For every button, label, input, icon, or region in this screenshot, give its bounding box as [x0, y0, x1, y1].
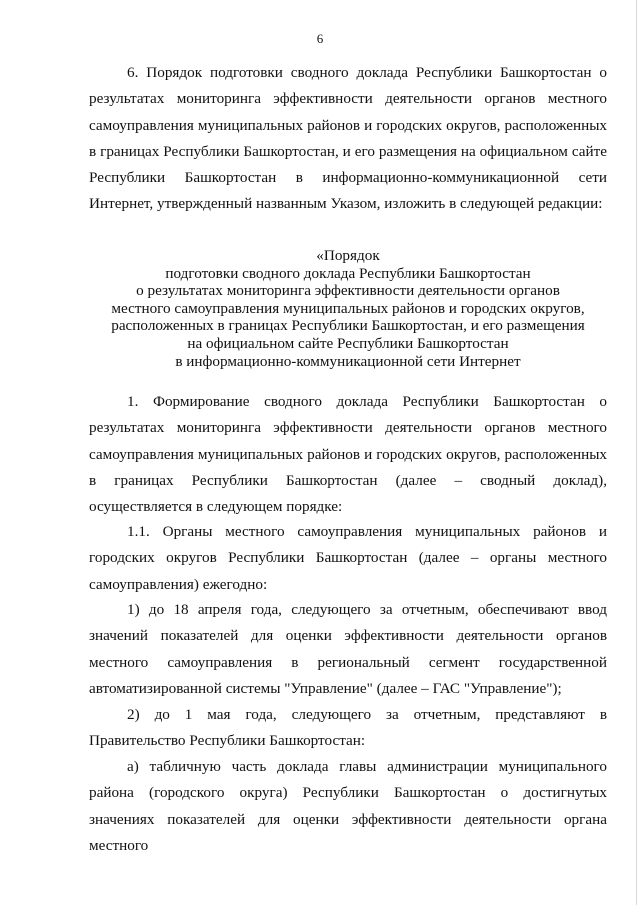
paragraph-item-1: 1) до 18 апреля года, следующего за отчетным, обеспечивают ввод значений показателей для оценки эффективности деятельности органов местного самоуправления в региональный сегмент государственной автоматизированной системы "Управление" (далее – ГАС "Управление");	[89, 601, 607, 697]
heading-line: «Порядок	[316, 247, 380, 264]
page-number: 6	[316, 31, 324, 46]
paragraph-item-2: 2) до 1 мая года, следующего за отчетным, представляют в Правительство Республики Башкортостан:	[89, 706, 607, 750]
order-heading	[89, 247, 607, 370]
paragraph-1-1: 1.1. Органы местного самоуправления муниципальных районов и городских округов Республики Башкортостан (далее – органы местного самоуправления) ежегодно:	[89, 523, 607, 593]
heading-line: расположенных в границах Республики Башкортостан, и его размещения	[111, 317, 585, 335]
intro-paragraph: 6. Порядок подготовки сводного доклада Республики Башкортостан о результатах мониторинга эффективности деятельности органов местного самоуправления муниципальных районов и городских округов, расположенных в границах Республики Башкортостан, и его размещения на официальном сайте Республики Башкортостан в информационно-коммуникационной сети Интернет, утвержденный названным Указом, изложить в следующей редакции:	[89, 64, 607, 213]
scan-edge-line	[636, 0, 637, 905]
heading-line: местного самоуправления муниципальных районов и городских округов,	[111, 299, 585, 317]
heading-line: в информационно-коммуникационной сети Интернет	[175, 352, 521, 370]
heading-line: подготовки сводного доклада Республики Башкортостан	[165, 264, 531, 282]
paragraph-1: 1. Формирование сводного доклада Республики Башкортостан о результатах мониторинга эффективности деятельности органов местного самоуправления муниципальных районов и городских округов, расположенных в границах Республики Башкортостан (далее – сводный доклад), осуществляется в следующем порядке:	[89, 393, 607, 516]
paragraph-item-a: а) табличную часть доклада главы администрации муниципального района (городского округа) Республики Башкортостан о достигнутых значениях показателей для оценки эффективности деятельности органа местного	[89, 758, 607, 854]
heading-line: на официальном сайте Республики Башкортостан	[187, 334, 509, 352]
heading-line: о результатах мониторинга эффективности деятельности органов	[136, 282, 560, 300]
